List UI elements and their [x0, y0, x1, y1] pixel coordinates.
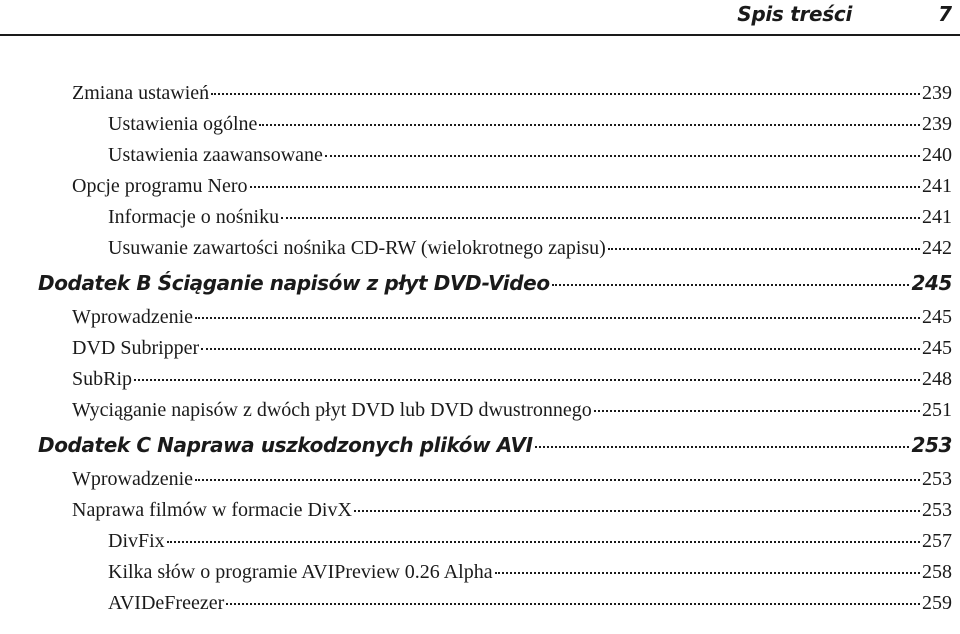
toc-entry-page: 253: [911, 433, 952, 457]
dot-leader: [195, 479, 920, 481]
toc-entry-page: 257: [922, 530, 952, 552]
toc-entry-label: Ustawienia ogólne: [108, 113, 258, 135]
toc-entry[interactable]: [0, 140, 960, 171]
toc-entry-page: 245: [911, 271, 952, 295]
toc-entry-page: 245: [922, 306, 952, 328]
toc-entry-label: Kilka słów o programie AVIPreview 0.26 Alpha: [108, 561, 493, 583]
toc-entry[interactable]: [0, 526, 960, 557]
toc-entry-label: DVD Subripper: [72, 337, 200, 359]
toc-entry-page: 239: [922, 113, 952, 135]
dot-leader: [201, 348, 920, 350]
toc-entry-label: Dodatek C Naprawa uszkodzonych plików AVI: [38, 433, 533, 457]
toc-entry-label: SubRip: [72, 368, 133, 390]
dot-leader: [259, 124, 920, 126]
toc-entry-label: Wyciąganie napisów z dwóch płyt DVD lub DVD dwustronnego: [72, 399, 592, 421]
page-header: [0, 0, 960, 35]
dot-leader: [594, 410, 920, 412]
dot-leader: [535, 446, 910, 448]
toc-entry-page: 245: [922, 337, 952, 359]
toc-entry-label: AVIDeFreezer: [108, 592, 225, 614]
toc-entry-label: Dodatek B Ściąganie napisów z płyt DVD-Video: [38, 271, 550, 295]
dot-leader: [195, 317, 920, 319]
toc-entry-page: 253: [922, 468, 952, 490]
dot-leader: [552, 284, 910, 286]
toc-entry-label: Zmiana ustawień: [72, 82, 210, 104]
toc-entry[interactable]: [0, 395, 960, 426]
toc-entry-label: Informacje o nośniku: [108, 206, 280, 228]
toc-entry[interactable]: [0, 109, 960, 140]
toc-entry[interactable]: [0, 302, 960, 333]
toc-entry-page: 251: [922, 399, 952, 421]
toc-entry-page: 240: [922, 144, 952, 166]
toc-entry[interactable]: [0, 588, 960, 619]
dot-leader: [211, 93, 920, 95]
toc-entry-label: Naprawa filmów w formacie DivX: [72, 499, 352, 521]
toc-entry-label: Wprowadzenie: [72, 468, 194, 490]
dot-leader: [495, 572, 920, 574]
toc-entry-page: 253: [922, 499, 952, 521]
toc-entry-label: Ustawienia zaawansowane: [108, 144, 323, 166]
dot-leader: [250, 186, 921, 188]
toc-entry[interactable]: [0, 171, 960, 202]
toc-entry-page: 241: [922, 206, 952, 228]
dot-leader: [354, 510, 920, 512]
table-of-contents: [0, 78, 960, 619]
dot-leader: [167, 541, 920, 543]
toc-appendix-entry[interactable]: [0, 426, 960, 464]
toc-entry[interactable]: [0, 557, 960, 588]
toc-entry-label: Usuwanie zawartości nośnika CD-RW (wielokrotnego zapisu): [108, 237, 606, 259]
toc-entry[interactable]: [0, 233, 960, 264]
dot-leader: [325, 155, 920, 157]
toc-entry[interactable]: [0, 202, 960, 233]
dot-leader: [226, 603, 920, 605]
dot-leader: [281, 217, 920, 219]
toc-entry-page: 258: [922, 561, 952, 583]
dot-leader: [608, 248, 920, 250]
page-number: 7: [938, 2, 952, 26]
toc-entry[interactable]: [0, 495, 960, 526]
toc-entry-page: 242: [922, 237, 952, 259]
toc-entry[interactable]: [0, 364, 960, 395]
toc-entry[interactable]: [0, 333, 960, 364]
toc-entry-label: Wprowadzenie: [72, 306, 194, 328]
toc-entry-page: 259: [922, 592, 952, 614]
toc-appendix-entry[interactable]: [0, 264, 960, 302]
toc-entry[interactable]: [0, 464, 960, 495]
toc-entry-page: 241: [922, 175, 952, 197]
dot-leader: [134, 379, 920, 381]
toc-entry-page: 248: [922, 368, 952, 390]
running-title: Spis treści: [737, 2, 852, 26]
header-rule: [0, 34, 960, 36]
toc-entry-label: Opcje programu Nero: [72, 175, 248, 197]
toc-entry[interactable]: [0, 78, 960, 109]
toc-entry-page: 239: [922, 82, 952, 104]
toc-entry-label: DivFix: [108, 530, 165, 552]
